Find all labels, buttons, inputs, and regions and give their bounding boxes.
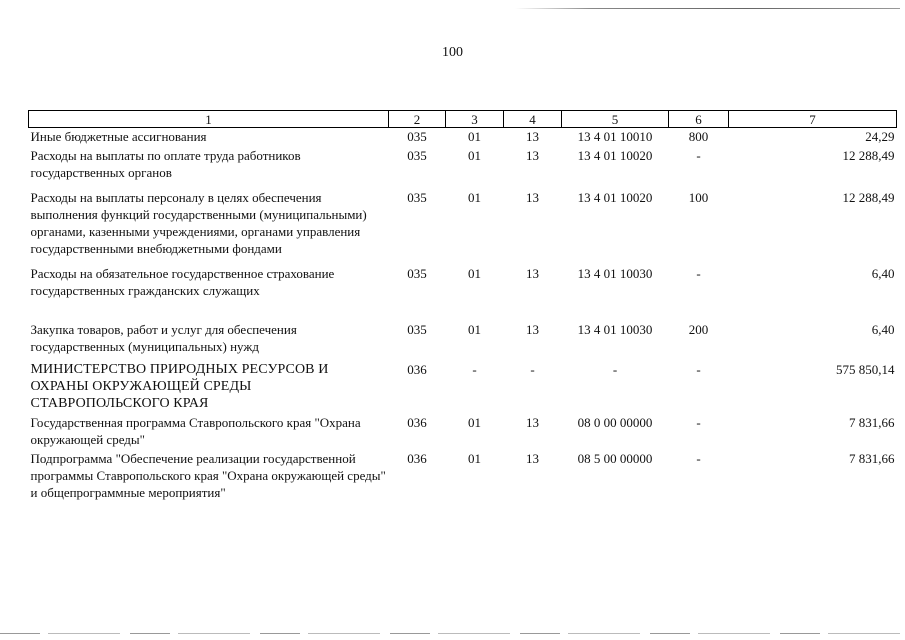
table-row xyxy=(29,299,897,355)
table-row xyxy=(29,412,897,448)
row-name: Подпрограмма "Обеспечение реализации государственной программы Ставропольского края "Охрана окружающей среды" и общепрограммные мероприятия" xyxy=(30,451,386,500)
row-vr: 100 xyxy=(688,190,709,205)
row-pr: 13 xyxy=(526,190,539,205)
header-col-2: 2 xyxy=(389,111,446,128)
row-rz: 01 xyxy=(468,322,481,337)
row-csr: 13 4 01 10030 xyxy=(577,266,653,281)
page-number: 100 xyxy=(442,45,463,60)
row-csr: 13 4 01 10010 xyxy=(577,129,653,144)
budget-table xyxy=(28,110,897,501)
row-rz: 01 xyxy=(468,148,481,163)
row-rz: 01 xyxy=(468,266,481,281)
row-vr: - xyxy=(696,266,701,281)
scan-artifact-bottom xyxy=(0,633,905,634)
row-rz: 01 xyxy=(468,415,481,430)
row-pr: 13 xyxy=(526,451,539,466)
row-csr: 13 4 01 10020 xyxy=(577,148,653,163)
row-ved: 035 xyxy=(407,190,427,205)
row-pr: 13 xyxy=(526,148,539,163)
row-ved: 035 xyxy=(407,266,427,281)
scan-artifact-top xyxy=(515,8,900,9)
row-sum: 6,40 xyxy=(871,266,895,281)
row-pr: 13 xyxy=(526,415,539,430)
table-row xyxy=(29,145,897,181)
row-vr: - xyxy=(696,415,701,430)
row-csr: - xyxy=(612,362,618,377)
row-sum: 12 288,49 xyxy=(842,190,895,205)
row-sum: 6,40 xyxy=(871,322,895,337)
row-vr: - xyxy=(696,148,701,163)
row-csr: 08 0 00 00000 xyxy=(577,415,653,430)
row-csr: 13 4 01 10030 xyxy=(577,322,653,337)
row-name: Расходы на обязательное государственное страхование государственных гражданских служащих xyxy=(30,266,335,298)
row-sum: 7 831,66 xyxy=(849,451,895,466)
row-csr: 08 5 00 00000 xyxy=(577,451,653,466)
row-rz: - xyxy=(472,362,477,377)
row-ved: 035 xyxy=(407,129,427,144)
header-col-5: 5 xyxy=(562,111,669,128)
row-csr: 13 4 01 10020 xyxy=(577,190,653,205)
row-vr: - xyxy=(696,362,701,377)
table-row xyxy=(29,448,897,501)
row-sum: 575 850,14 xyxy=(836,362,895,377)
header-col-6: 6 xyxy=(669,111,729,128)
row-vr: 200 xyxy=(688,322,709,337)
table-row xyxy=(29,128,897,146)
header-col-1: 1 xyxy=(29,111,389,128)
row-name: Иные бюджетные ассигнования xyxy=(30,129,207,144)
row-name: Государственная программа Ставропольского края "Охрана окружающей среды" xyxy=(30,415,361,447)
row-sum: 24,29 xyxy=(865,129,895,144)
row-name: МИНИСТЕРСТВО ПРИРОДНЫХ РЕСУРСОВ И ОХРАНЫ ОКРУЖАЮЩЕЙ СРЕДЫ СТАВРОПОЛЬСКОГО КРАЯ xyxy=(30,362,329,411)
row-name: Расходы на выплаты персоналу в целях обеспечения выполнения функций государственными (муниципальными) органами, казенными учреждениями, органами управления государственными внебюджетными фондами xyxy=(30,190,367,256)
row-pr: - xyxy=(530,362,535,377)
row-ved: 036 xyxy=(407,415,427,430)
row-ved: 035 xyxy=(407,322,427,337)
header-col-7: 7 xyxy=(729,111,897,128)
row-name: Закупка товаров, работ и услуг для обеспечения государственных (муниципальных) нужд xyxy=(30,322,297,354)
row-sum: 12 288,49 xyxy=(842,148,895,163)
row-pr: 13 xyxy=(526,322,539,337)
header-col-3: 3 xyxy=(446,111,504,128)
header-col-4: 4 xyxy=(504,111,562,128)
row-rz: 01 xyxy=(468,129,481,144)
table-row xyxy=(29,181,897,257)
row-pr: 13 xyxy=(526,129,539,144)
row-ved: 035 xyxy=(407,148,427,163)
table-row xyxy=(29,355,897,412)
row-sum: 7 831,66 xyxy=(849,415,895,430)
row-vr: - xyxy=(696,451,701,466)
header-row xyxy=(29,111,897,128)
row-rz: 01 xyxy=(468,451,481,466)
row-vr: 800 xyxy=(688,129,709,144)
row-rz: 01 xyxy=(468,190,481,205)
row-ved: 036 xyxy=(407,362,427,377)
row-name: Расходы на выплаты по оплате труда работников государственных органов xyxy=(30,148,301,180)
row-ved: 036 xyxy=(407,451,427,466)
table-row xyxy=(29,257,897,299)
row-pr: 13 xyxy=(526,266,539,281)
